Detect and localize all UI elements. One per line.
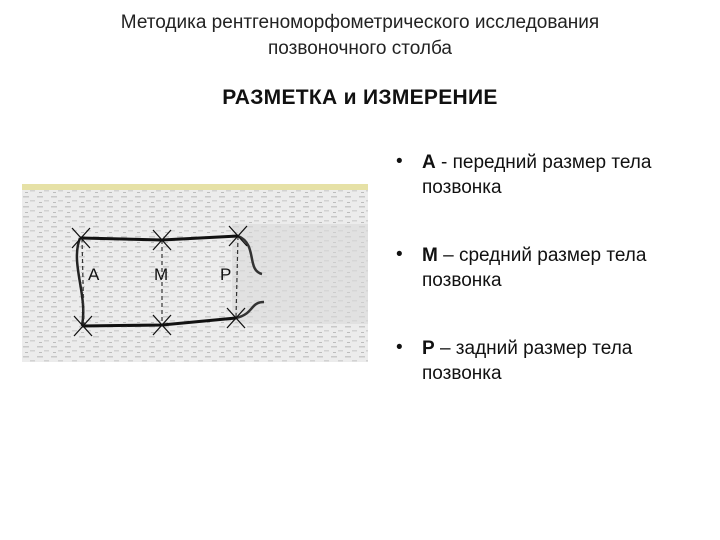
vertebra-figure bbox=[22, 184, 368, 362]
definition-letter: P bbox=[422, 338, 435, 359]
definition-text: - передний размер тела позвонка bbox=[422, 152, 652, 198]
page-header bbox=[60, 10, 660, 62]
slide-subtitle: РАЗМЕТКА и ИЗМЕРЕНИЕ bbox=[222, 86, 498, 109]
bullet-dot-icon: • bbox=[396, 244, 403, 265]
definition-item-p bbox=[394, 336, 714, 386]
definition-item-a bbox=[394, 150, 714, 200]
figure-label-m: M bbox=[154, 265, 169, 284]
figure-label-a: A bbox=[88, 265, 100, 284]
definition-item-m bbox=[394, 243, 714, 293]
header-line-2: позвоночного столба bbox=[268, 38, 452, 59]
vertebra-diagram bbox=[22, 184, 368, 362]
definition-text: – средний размер тела позвонка bbox=[422, 245, 647, 291]
definition-letter: A bbox=[422, 152, 436, 173]
header-line-1: Методика рентгеноморфометрического исследования bbox=[120, 12, 600, 33]
figure-label-p: P bbox=[220, 265, 232, 284]
definition-text: – задний размер тела позвонка bbox=[422, 338, 633, 384]
figure-top-band bbox=[22, 184, 368, 190]
definition-letter: M bbox=[422, 245, 438, 266]
bullet-dot-icon: • bbox=[396, 337, 403, 358]
definitions-list bbox=[394, 150, 714, 386]
bullet-dot-icon: • bbox=[396, 151, 403, 172]
